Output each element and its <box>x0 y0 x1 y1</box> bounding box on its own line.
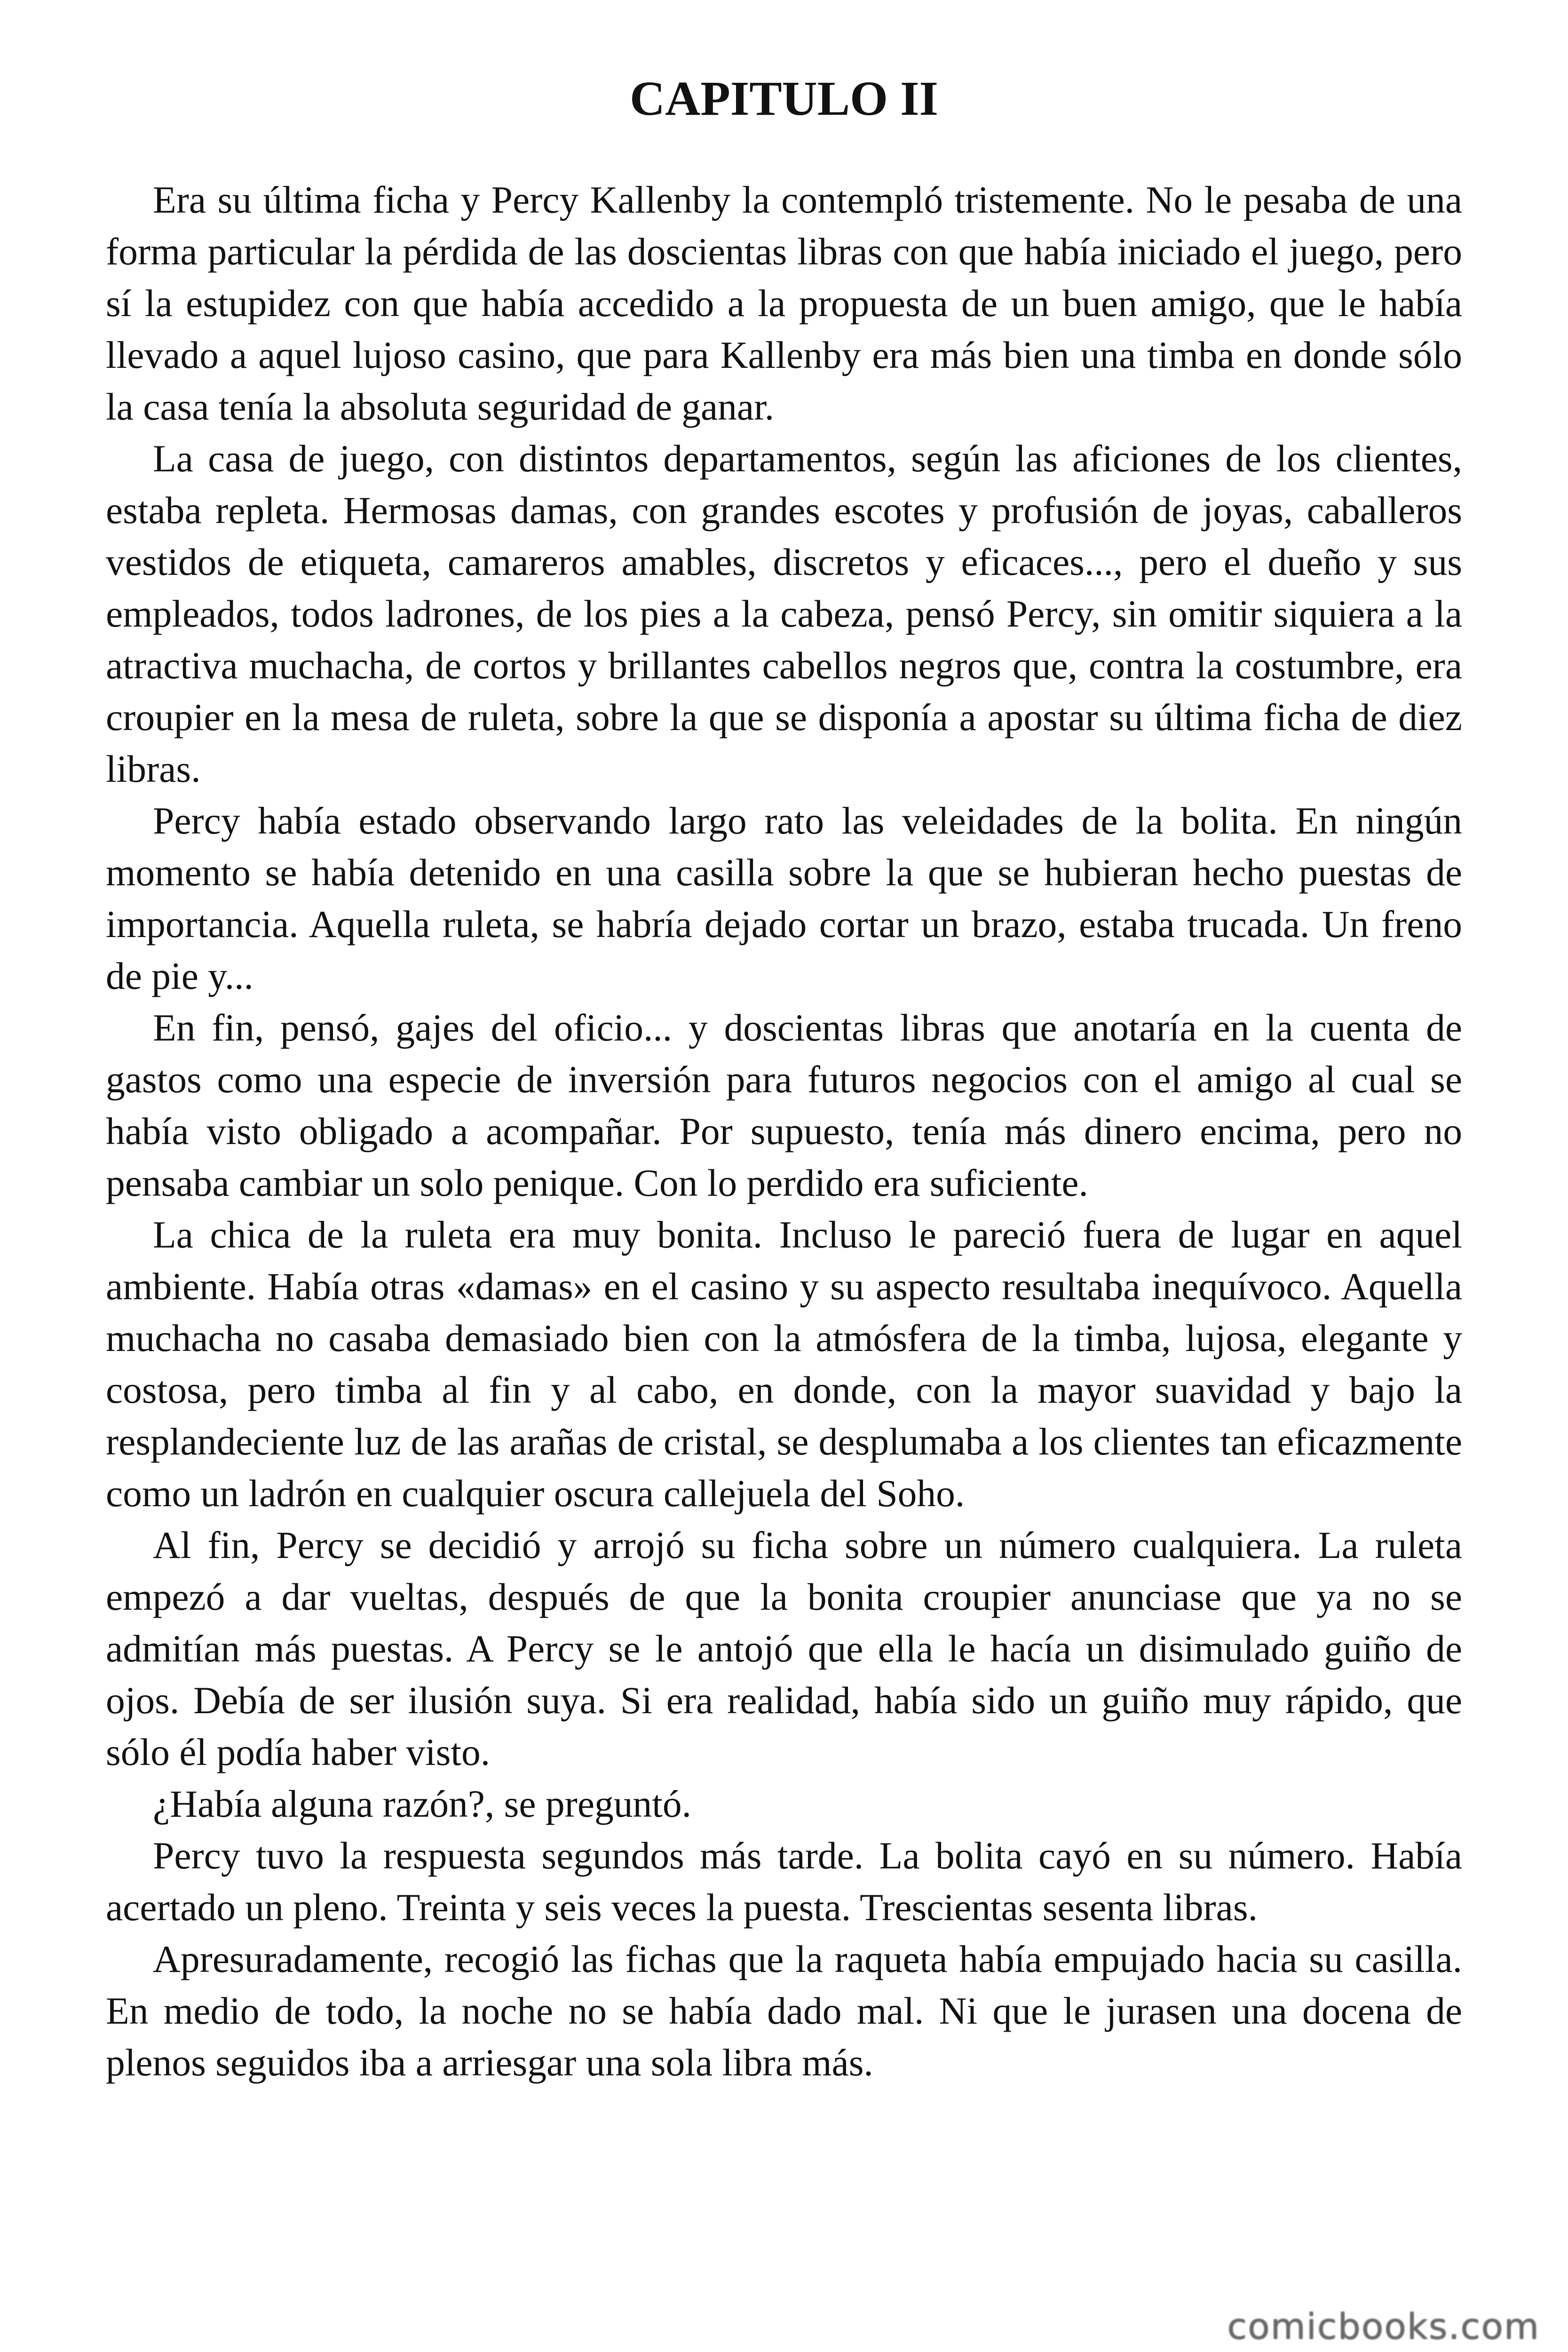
paragraph-5: La chica de la ruleta era muy bonita. Incluso le pareció fuera de lugar en aquel ambiente. Había otras «damas» en el casino y su aspecto resultaba inequívoco. Aquella muchacha no casaba demasiado bien con la atmósfera de la timba, lujosa, elegante y costosa, pero timba al fin y al cabo, en donde, con la mayor suavidad y bajo la resplandeciente luz de las arañas de cristal, se desplumaba a los clientes tan eficazmente como un ladrón en cualquier oscura callejuela del Soho. <box>106 1213 1462 1515</box>
paragraph-1: Era su última ficha y Percy Kallenby la contempló tristemente. No le pesaba de una forma particular la pérdida de las doscientas libras con que había iniciado el juego, pero sí la estupidez con que había accedido a la propuesta de un buen amigo, que le había llevado a aquel lujoso casino, que para Kallenby era más bien una timba en donde sólo la casa tenía la absoluta seguridad de ganar. <box>106 178 1462 428</box>
paragraph-4: En fin, pensó, gajes del oficio... y doscientas libras que anotaría en la cuenta de gastos como una especie de inversión para futuros negocios con el amigo al cual se había visto obligado a acompañar. Por supuesto, tenía más dinero encima, pero no pensaba cambiar un solo penique. Con lo perdido era suficiente. <box>106 1006 1462 1204</box>
chapter-title: CAPITULO II <box>630 72 938 126</box>
book-page <box>106 71 1462 2089</box>
paragraph-9: Apresuradamente, recogió las fichas que la raqueta había empujado hacia su casilla. En medio de todo, la noche no se había dado mal. Ni que le jurasen una docena de plenos seguidos iba a arriesgar una sola libra más. <box>106 1938 1462 2084</box>
paragraph-8: Percy tuvo la respuesta segundos más tarde. La bolita cayó en su número. Había acertado un pleno. Treinta y seis veces la puesta. Trescientas sesenta libras. <box>106 1834 1462 1929</box>
paragraph-7: ¿Había alguna razón?, se preguntó. <box>153 1782 692 1825</box>
paragraph-2: La casa de juego, con distintos departamentos, según las aficiones de los clientes, estaba repleta. Hermosas damas, con grandes escotes y profusión de joyas, caballeros vestidos de etiqueta, camareros amables, discretos y eficaces..., pero el dueño y sus empleados, todos ladrones, de los pies a la cabeza, pensó Percy, sin omitir siquiera a la atractiva muchacha, de cortos y brillantes cabellos negros que, contra la costumbre, era croupier en la mesa de ruleta, sobre la que se disponía a apostar su última ficha de diez libras. <box>106 437 1462 790</box>
paragraph-3: Percy había estado observando largo rato las veleidades de la bolita. En ningún momento se había detenido en una casilla sobre la que se hubieran hecho puestas de importancia. Aquella ruleta, se habría dejado cortar un brazo, estaba trucada. Un freno de pie y... <box>106 799 1462 997</box>
watermark: comicbooks.com <box>1227 2305 1540 2347</box>
paragraph-6: Al fin, Percy se decidió y arrojó su ficha sobre un número cualquiera. La ruleta empezó a dar vueltas, después de que la bonita croupier anunciase que ya no se admitían más puestas. A Percy se le antojó que ella le hacía un disimulado guiño de ojos. Debía de ser ilusión suya. Si era realidad, había sido un guiño muy rápido, que sólo él podía haber visto. <box>106 1524 1462 1773</box>
